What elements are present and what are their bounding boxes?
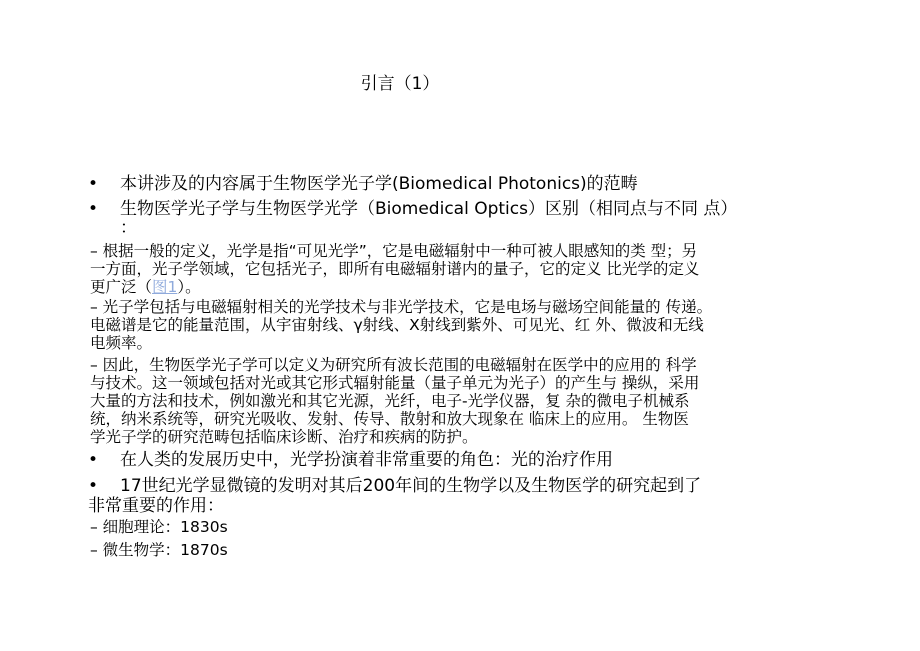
bullet-text: 本讲涉及的内容属于生物医学光子学(Biomedical Photonics)的范畴 — [120, 174, 638, 194]
sub-item-microbiology — [90, 541, 850, 559]
bullet-dot: • — [88, 199, 99, 219]
figure-1-link[interactable]: 图1 — [152, 278, 178, 296]
bullet-dot: • — [88, 174, 99, 194]
sub-text-line1: – 光子学包括与电磁辐射相关的光学技术与非光学技术，它是电场与磁场空间能量的 传递。 — [90, 298, 713, 316]
sub-text-line2: 一方面，光子学领域，它包括光子，即所有电磁辐射谱内的量子，它的定义 比光学的定义 — [90, 260, 700, 278]
sub-text: – 微生物学：1870s — [90, 541, 228, 559]
sub-text-line4: 统，纳米系统等，研究光吸收、发射、传导、散射和放大现象在 临床上的应用。 生物医 — [90, 410, 689, 428]
bullet-text-line1: 17世纪光学显微镜的发明对其后200年间的生物学以及生物医学的研究起到了 — [120, 476, 702, 496]
sub-text-line2: 电磁谱是它的能量范围，从宇宙射线、γ射线、X射线到紫外、可见光、红 外、微波和无线 — [90, 316, 704, 334]
slide-title: 引言（1） — [360, 74, 440, 94]
sub-text-line3: 大量的方法和技术，例如激光和其它光源，光纤，电子-光学仪器，复 杂的微电子机械系 — [90, 392, 690, 410]
sub-text-line3 — [90, 278, 850, 296]
bullet-text: 在人类的发展历史中，光学扮演着非常重要的角色：光的治疗作用 — [120, 450, 613, 470]
sub-text-line2: 与技术。这一领域包括对光或其它形式辐射能量（量子单元为光子）的产生与 操纵，采用 — [90, 374, 700, 392]
bullet-text-line2: 非常重要的作用： — [88, 496, 224, 516]
bullet-dot: • — [88, 476, 99, 496]
sub-text-line5: 学光子学的研究范畴包括临床诊断、治疗和疾病的防护。 — [90, 428, 478, 446]
sub-text-after-link: ）。 — [177, 278, 201, 296]
sub-text-line1: – 根据一般的定义，光学是指“可见光学”，它是电磁辐射中一种可被人眼感知的类 型；另 — [90, 242, 698, 260]
sub-item-optics-definition — [90, 242, 850, 296]
bullet-dot: • — [88, 450, 99, 470]
sub-item-photonics-scope — [90, 298, 850, 352]
bullet-text-line1: 生物医学光子学与生物医学光学（Biomedical Optics）区别（相同点与不同 点） — [120, 199, 738, 219]
bullet-text-line2: ： — [120, 218, 137, 238]
sub-text-before-link: 更广泛（ — [90, 278, 153, 296]
sub-item-biophotonics-definition — [90, 356, 850, 446]
sub-item-cell-theory — [90, 518, 850, 536]
sub-text-line1: – 因此，生物医学光子学可以定义为研究所有波长范围的电磁辐射在医学中的应用的 科学 — [90, 356, 697, 374]
sub-text: – 细胞理论：1830s — [90, 518, 228, 536]
sub-text-line3: 电频率。 — [90, 334, 153, 352]
